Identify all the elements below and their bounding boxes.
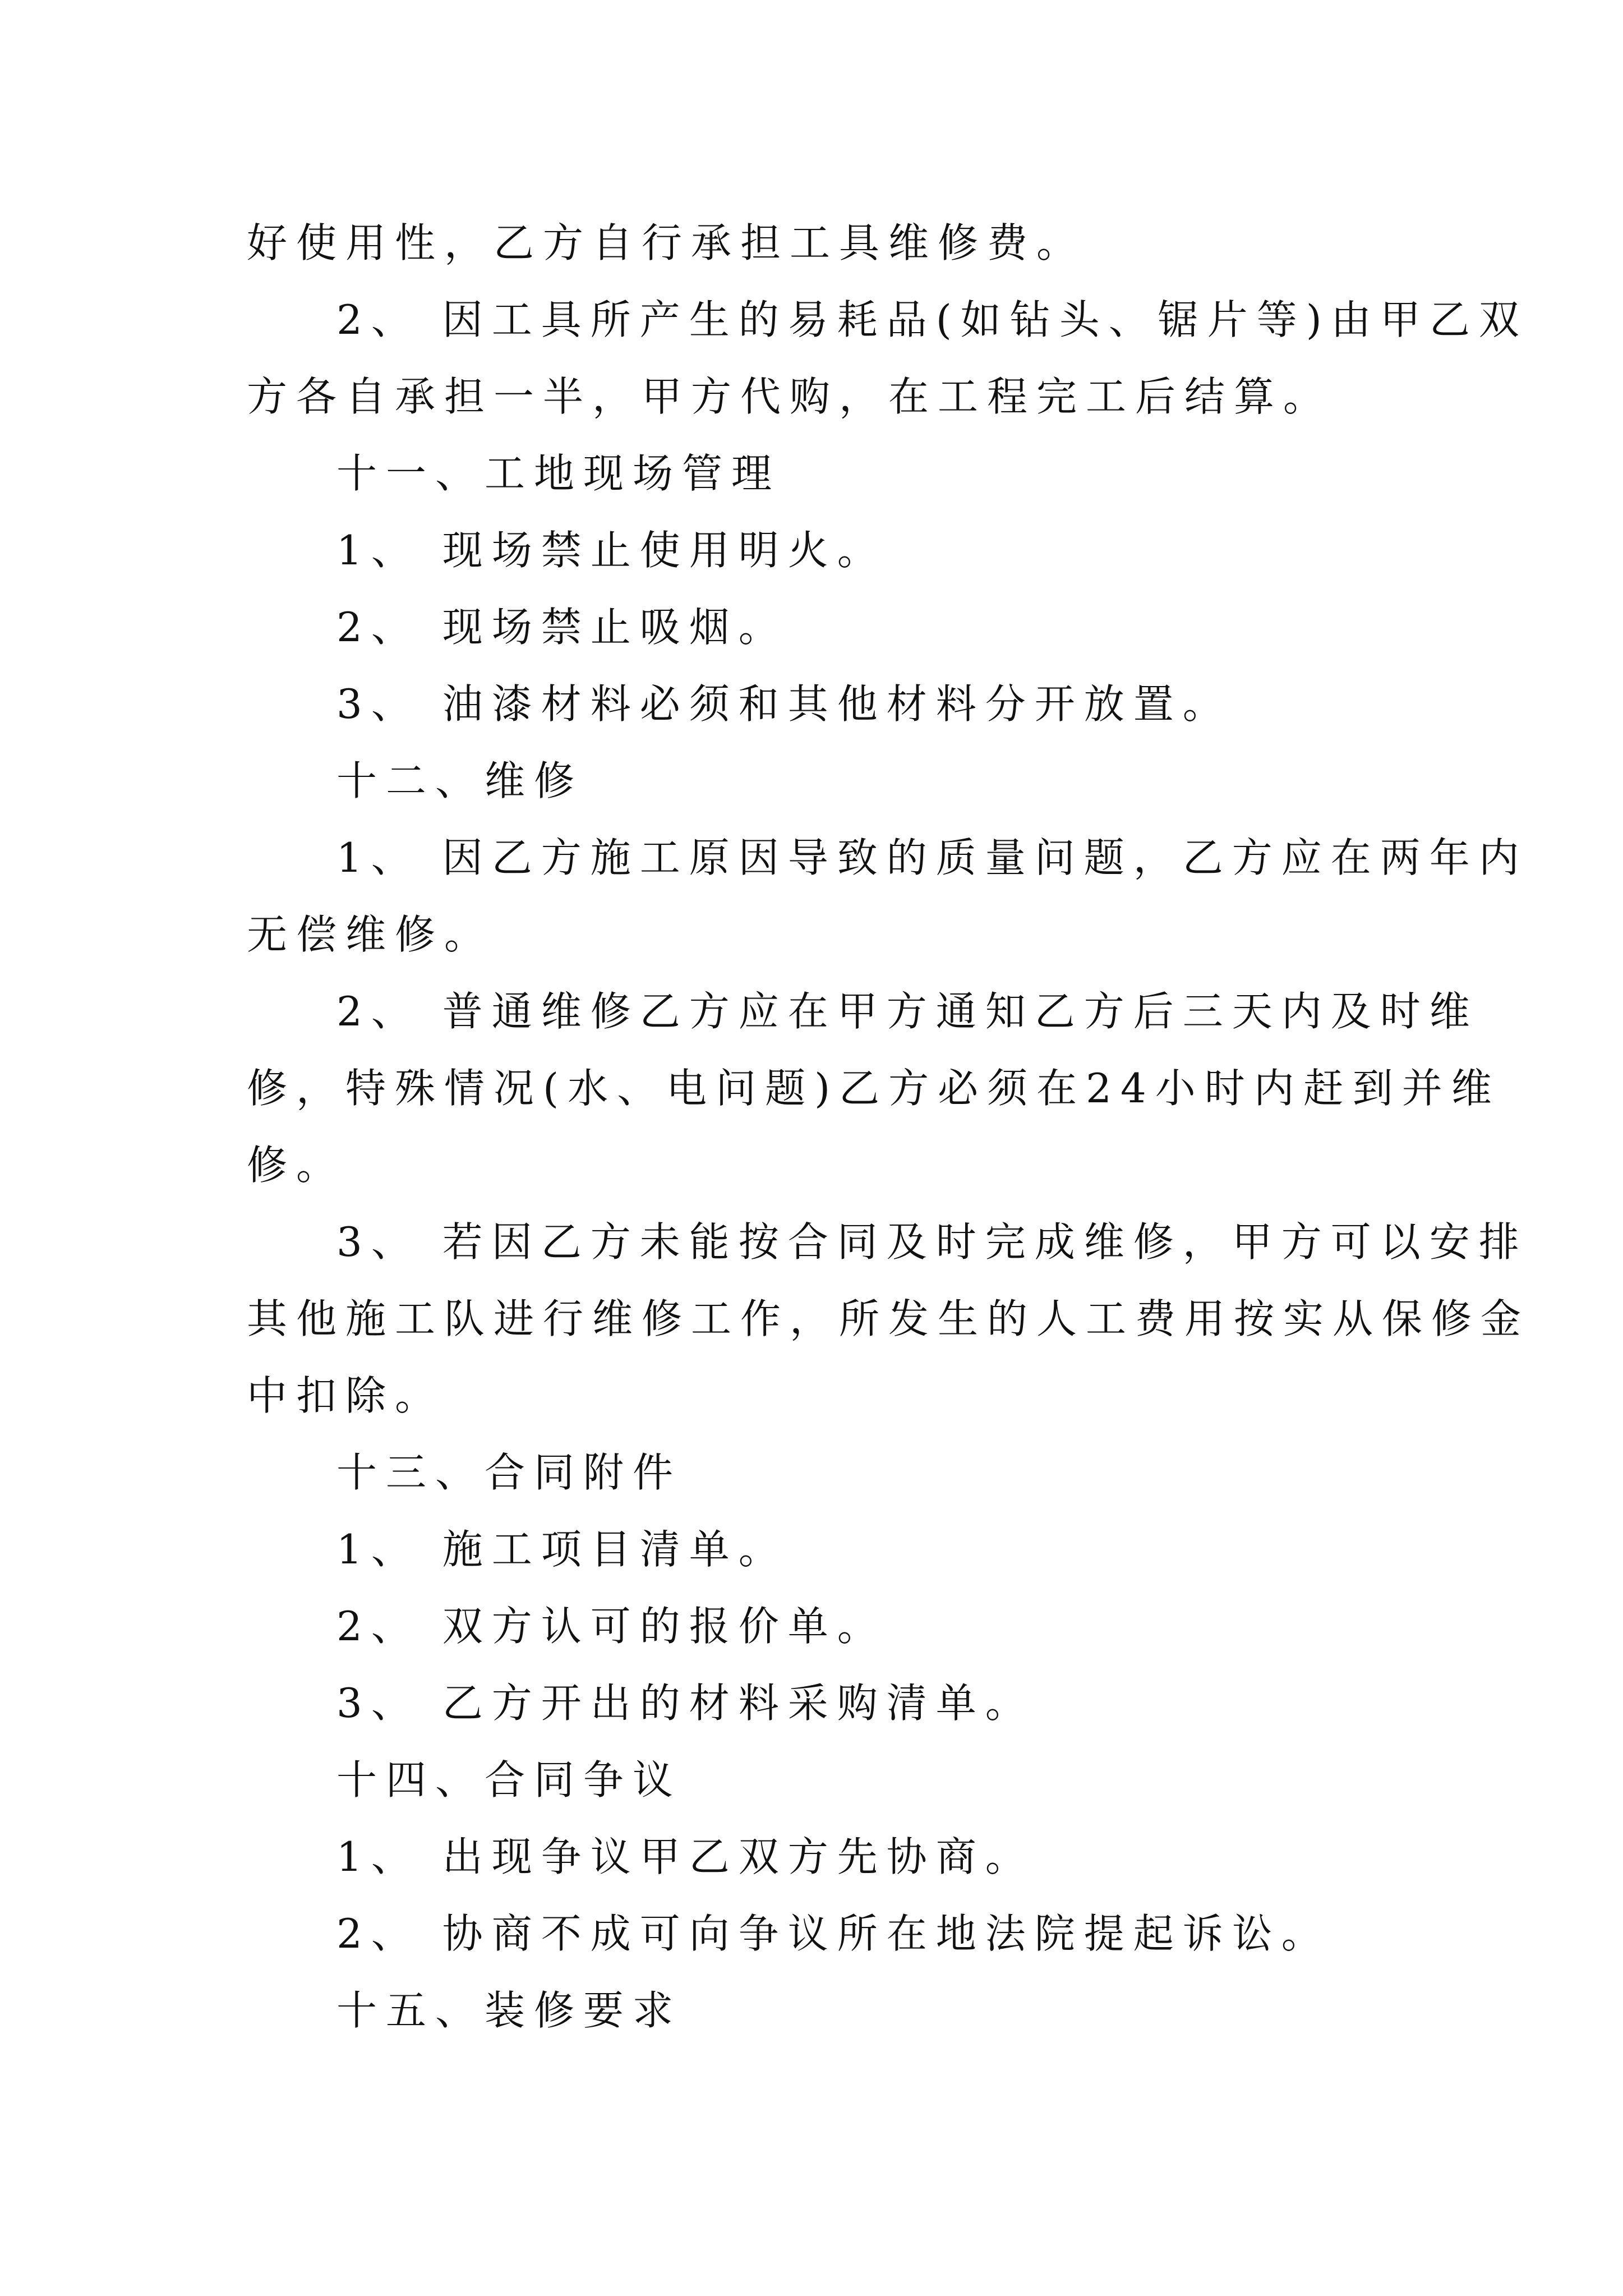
list-item: 1、 施工项目清单。 — [336, 1526, 788, 1573]
text-line: 中扣除。 — [247, 1372, 445, 1419]
list-item: 3、 若因乙方未能按合同及时完成维修，甲方可以安排 — [336, 1218, 1528, 1266]
section-heading: 十一、工地现场管理 — [336, 450, 781, 497]
list-item: 2、 现场禁止吸烟。 — [336, 604, 788, 651]
list-item: 1、 现场禁止使用明火。 — [336, 527, 887, 574]
list-item: 3、 乙方开出的材料采购清单。 — [336, 1680, 1035, 1727]
list-item: 1、 出现争议甲乙双方先协商。 — [336, 1833, 1035, 1880]
text-line: 2、 因工具所产生的易耗品(如钻头、锯片等)由甲乙双 — [336, 296, 1528, 343]
section-heading: 十二、维修 — [336, 757, 584, 804]
text-line: 修，特殊情况(水、电问题)乙方必须在24小时内赶到并维 — [247, 1065, 1501, 1112]
section-heading: 十五、装修要求 — [336, 1987, 683, 2034]
text-line: 方各自承担一半，甲方代购，在工程完工后结算。 — [247, 373, 1333, 420]
text-line: 修。 — [247, 1142, 346, 1189]
list-item: 3、 油漆材料必须和其他材料分开放置。 — [336, 680, 1232, 728]
section-heading: 十四、合同争议 — [336, 1756, 683, 1803]
text-line: 好使用性，乙方自行承担工具维修费。 — [247, 219, 1086, 266]
list-item: 1、 因乙方施工原因导致的质量问题，乙方应在两年内 — [336, 834, 1528, 881]
text-line: 无偿维修。 — [247, 911, 494, 958]
document-body — [247, 205, 1530, 2049]
text-line: 其他施工队进行维修工作，所发生的人工费用按实从保修金 — [247, 1295, 1530, 1342]
list-item: 2、 普通维修乙方应在甲方通知乙方后三天内及时维 — [336, 988, 1479, 1035]
list-item: 2、 双方认可的报价单。 — [336, 1603, 887, 1650]
list-item: 2、 协商不成可向争议所在地法院提起诉讼。 — [336, 1910, 1331, 1957]
section-heading: 十三、合同附件 — [336, 1449, 683, 1496]
